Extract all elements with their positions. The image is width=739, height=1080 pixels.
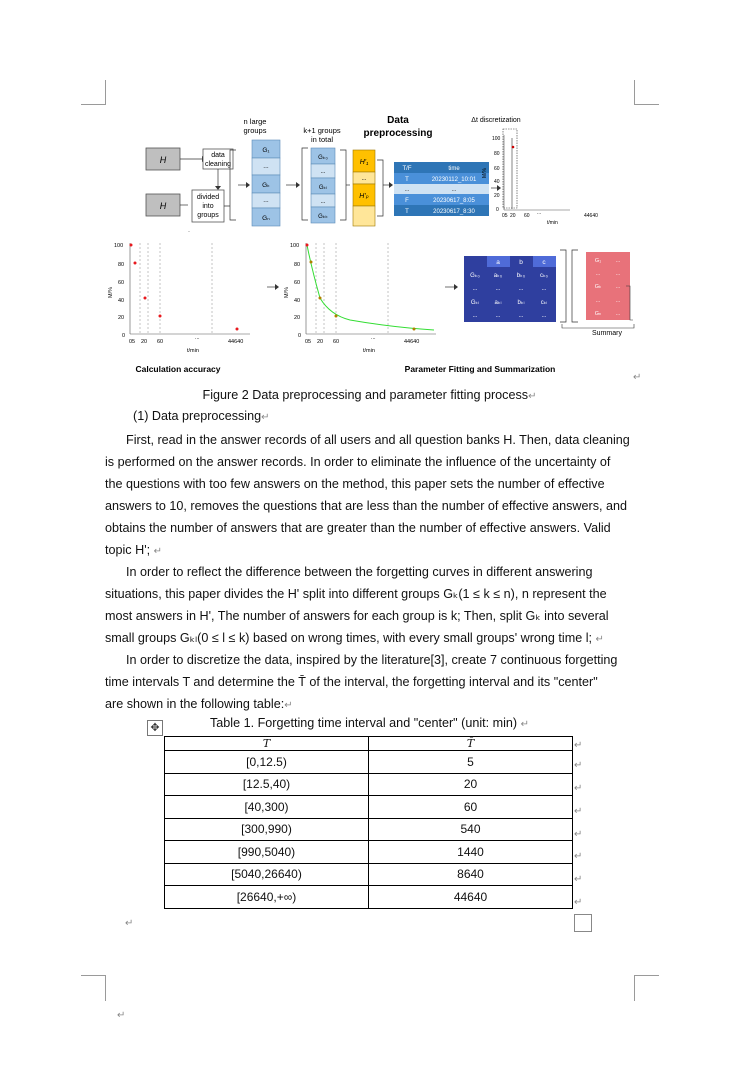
- svg-text:bₖ₀: bₖ₀: [516, 273, 526, 279]
- svg-text:b: b: [519, 259, 523, 266]
- svg-text:...: ...: [263, 163, 269, 170]
- svg-text:44640: 44640: [404, 339, 420, 345]
- svg-text:...: ...: [541, 286, 547, 292]
- table-cell: 8640: [369, 863, 573, 886]
- paragraph-line: In order to reflect the difference between the forgetting curves in different answering: [126, 565, 593, 579]
- paragraph-line: are shown in the following table:↵: [105, 697, 293, 711]
- table-row: [165, 818, 573, 841]
- svg-text:groups: groups: [243, 126, 267, 135]
- svg-text:20230617_8:30: 20230617_8:30: [433, 209, 475, 215]
- svg-text:60: 60: [524, 213, 530, 219]
- table-row: [165, 773, 573, 796]
- discretization-plot: [482, 129, 598, 226]
- svg-text:T: T: [405, 209, 409, 215]
- svg-text:80: 80: [294, 262, 301, 268]
- svg-text:...: ...: [495, 313, 501, 319]
- paragraph-line: topic H'; ↵: [105, 543, 162, 557]
- parameter-fitting-plot: [284, 243, 436, 354]
- paragraph-line: is performed on the answer records. In order to eliminate the influence of the uncertainty of: [105, 455, 611, 469]
- table-resize-handle[interactable]: [574, 914, 592, 932]
- k-groups-label: k+1 groups: [303, 126, 341, 135]
- data-preprocessing-title: Data: [387, 115, 409, 126]
- table-cell: [300,990): [165, 818, 369, 841]
- svg-text:M/%: M/%: [284, 287, 290, 298]
- svg-text:Gₖ₀: Gₖ₀: [470, 273, 480, 279]
- record-header-time: time: [448, 166, 460, 172]
- paragraph-line: the questions with too few answers on the method, this paper sets the number of effective: [105, 477, 605, 491]
- svg-text:...: ...: [495, 286, 501, 292]
- paragraph-line: small groups Gₖₗ(0 ≤ l ≤ k) based on wrong times, with every small groups' wrong time l; ↵: [105, 631, 604, 645]
- table-cell: [26640,+∞): [165, 886, 369, 909]
- table-move-icon[interactable]: ✥: [147, 720, 163, 736]
- calculation-accuracy-label: Calculation accuracy: [135, 364, 221, 374]
- svg-text:...: ...: [263, 197, 269, 204]
- svg-text:40: 40: [118, 298, 125, 304]
- table-cell: 5: [369, 751, 573, 774]
- svg-text:20: 20: [494, 193, 500, 199]
- svg-text:·: ·: [188, 229, 190, 235]
- svg-text:bₖₗ: bₖₗ: [517, 300, 525, 306]
- crop-mark-bottom-right: [634, 975, 659, 1001]
- table-row: [165, 863, 573, 886]
- figure-caption: Figure 2 Data preprocessing and parameter fitting process↵: [202, 388, 537, 402]
- svg-text:...: ...: [195, 335, 200, 341]
- svg-text:aₖₗ: aₖₗ: [494, 300, 502, 306]
- table-cell: [40,300): [165, 796, 369, 819]
- g-large-1: G₁: [262, 147, 270, 154]
- crop-mark-bottom-left: [81, 975, 106, 1001]
- svg-text:0: 0: [496, 207, 499, 213]
- svg-text:0: 0: [298, 333, 302, 339]
- svg-text:100: 100: [290, 243, 300, 249]
- svg-text:0: 0: [122, 333, 126, 339]
- svg-text:60: 60: [333, 339, 340, 345]
- svg-text:cₖₗ: cₖₗ: [540, 300, 548, 306]
- svg-text:data: data: [211, 152, 225, 159]
- parameter-matrix: [464, 256, 556, 322]
- svg-text:...: ...: [615, 258, 621, 264]
- paragraph-line: obtains the number of answers that are greater than the number of effective answers. Valid: [105, 521, 611, 535]
- table-header-cell: T̄: [369, 737, 573, 751]
- h-prime-p: H'ₚ: [359, 193, 369, 200]
- svg-text:...: ...: [320, 199, 326, 205]
- table-header-row: [165, 737, 573, 751]
- summary-label: Summary: [592, 330, 622, 337]
- paragraph-mark-icon: ↵: [633, 372, 642, 383]
- svg-text:44640: 44640: [228, 339, 244, 345]
- figure-diagram: [100, 110, 640, 382]
- table-cell: 540: [369, 818, 573, 841]
- svg-text:...: ...: [472, 313, 478, 319]
- svg-text:40: 40: [294, 298, 301, 304]
- svg-text:t/min: t/min: [547, 220, 558, 226]
- table-caption: Table 1. Forgetting time interval and "center" (unit: min) ↵: [209, 716, 530, 730]
- svg-text:44640: 44640: [584, 213, 598, 219]
- svg-text:T: T: [405, 177, 409, 183]
- svg-text:...: ...: [615, 271, 621, 277]
- table-cell: 60: [369, 796, 573, 819]
- svg-text:100: 100: [492, 136, 501, 142]
- svg-text:G₁: G₁: [594, 258, 602, 264]
- svg-text:20: 20: [510, 213, 516, 219]
- record-header-tf: T/F: [402, 166, 412, 172]
- svg-text:...: ...: [615, 298, 621, 304]
- svg-text:t/min: t/min: [187, 348, 199, 354]
- table-cell: 1440: [369, 841, 573, 864]
- g-small-kk: Gₖₖ: [318, 214, 328, 220]
- svg-text:F: F: [405, 198, 409, 204]
- svg-text:80: 80: [494, 151, 500, 157]
- svg-text:Gₖₗ: Gₖₗ: [470, 300, 480, 306]
- interval-table: [164, 736, 573, 909]
- svg-text:M/%: M/%: [108, 287, 114, 298]
- svg-text:aₖ₀: aₖ₀: [493, 273, 503, 279]
- svg-text:Gₖ: Gₖ: [594, 284, 602, 290]
- svg-text:20: 20: [294, 315, 301, 321]
- table-cell: [5040,26640): [165, 863, 369, 886]
- svg-text:80: 80: [118, 262, 125, 268]
- paragraph-line: In order to discretize the data, inspired by the literature[3], create 7 continuous forgetting: [126, 653, 618, 667]
- svg-text:c: c: [542, 259, 546, 266]
- svg-text:...: ...: [595, 271, 601, 277]
- svg-text:20: 20: [118, 315, 125, 321]
- svg-text:t/min: t/min: [363, 348, 375, 354]
- paragraph-line: time intervals T and determine the T̄ of the interval, the forgetting interval and its "center": [105, 675, 598, 689]
- paragraph-line: situations, this paper divides the H' split into different groups Gₖ(1 ≤ k ≤ n), n represent the: [105, 587, 607, 601]
- svg-text:05: 05: [305, 339, 312, 345]
- table-cell: [12.5,40): [165, 773, 369, 796]
- svg-text:100: 100: [114, 243, 124, 249]
- svg-text:...: ...: [518, 286, 524, 292]
- table-row: [165, 751, 573, 774]
- table-row: [165, 796, 573, 819]
- svg-text:Gₙ: Gₙ: [594, 311, 602, 317]
- svg-text:in total: in total: [310, 135, 334, 144]
- svg-text:...: ...: [537, 210, 542, 216]
- dt-discretization-label: Δt discretization: [471, 117, 521, 124]
- svg-text:into: into: [202, 203, 214, 210]
- svg-text:60: 60: [157, 339, 164, 345]
- crop-mark-top-left: [81, 80, 106, 105]
- svg-text:divided: divided: [196, 194, 220, 201]
- svg-text:...: ...: [371, 335, 376, 341]
- parameter-fitting-label: Parameter Fitting and Summarization: [404, 364, 556, 374]
- paragraph-line: answers to 10, removes the questions that are less than the number of effective answers, and: [105, 499, 628, 513]
- h-prime-1: H'₁: [359, 159, 369, 166]
- svg-text:60: 60: [494, 166, 500, 172]
- paragraph-line: most answers in H', The number of answers for each group is k; Then, split Gₖ into several: [105, 609, 609, 623]
- g-small-k0: Gₖ₀: [318, 155, 328, 161]
- table-row: [165, 886, 573, 909]
- svg-text:60: 60: [118, 280, 125, 286]
- svg-text:H: H: [159, 201, 167, 211]
- table-cell: 44640: [369, 886, 573, 909]
- g-large-k: Gₖ: [262, 182, 270, 189]
- svg-text:20230617_8:05: 20230617_8:05: [433, 198, 475, 204]
- svg-text:...: ...: [595, 298, 601, 304]
- summary-cells: [586, 252, 633, 320]
- table-cell: [0,12.5): [165, 751, 369, 774]
- svg-text:40: 40: [494, 179, 500, 185]
- svg-text:a: a: [496, 259, 500, 266]
- svg-text:...: ...: [518, 313, 524, 319]
- svg-text:cₖ₀: cₖ₀: [539, 273, 549, 279]
- svg-text:...: ...: [615, 311, 621, 317]
- svg-text:05: 05: [502, 213, 508, 219]
- svg-text:H: H: [159, 155, 167, 165]
- svg-text:20230112_10:01: 20230112_10:01: [431, 177, 477, 183]
- svg-text:cleaning: cleaning: [204, 161, 232, 168]
- svg-text:60: 60: [294, 280, 301, 286]
- svg-text:preprocessing: preprocessing: [363, 128, 433, 139]
- svg-text:20: 20: [317, 339, 324, 345]
- svg-text:groups: groups: [197, 212, 219, 219]
- paragraph-line: First, read in the answer records of all users and all question banks H. Then, data cleaning: [126, 433, 630, 447]
- section-heading: (1) Data preprocessing↵: [133, 409, 270, 423]
- svg-text:20: 20: [141, 339, 148, 345]
- svg-text:...: ...: [320, 169, 326, 175]
- svg-text:...: ...: [541, 313, 547, 319]
- table-header-cell: T: [165, 737, 369, 751]
- svg-text:05: 05: [129, 339, 136, 345]
- g-large-n: Gₙ: [262, 215, 270, 222]
- g-small-kl: Gₖₗ: [318, 185, 328, 191]
- table-cell: [990,5040): [165, 841, 369, 864]
- calculation-accuracy-plot: [108, 243, 250, 354]
- svg-text:M/%: M/%: [482, 168, 488, 178]
- crop-mark-top-right: [634, 80, 659, 105]
- svg-text:...: ...: [361, 176, 367, 182]
- table-cell: 20: [369, 773, 573, 796]
- n-large-groups-label: n large: [243, 117, 267, 126]
- svg-text:...: ...: [472, 286, 478, 292]
- table-row: [165, 841, 573, 864]
- svg-text:...: ...: [404, 187, 410, 193]
- svg-text:...: ...: [451, 187, 457, 193]
- svg-text:...: ...: [615, 284, 621, 290]
